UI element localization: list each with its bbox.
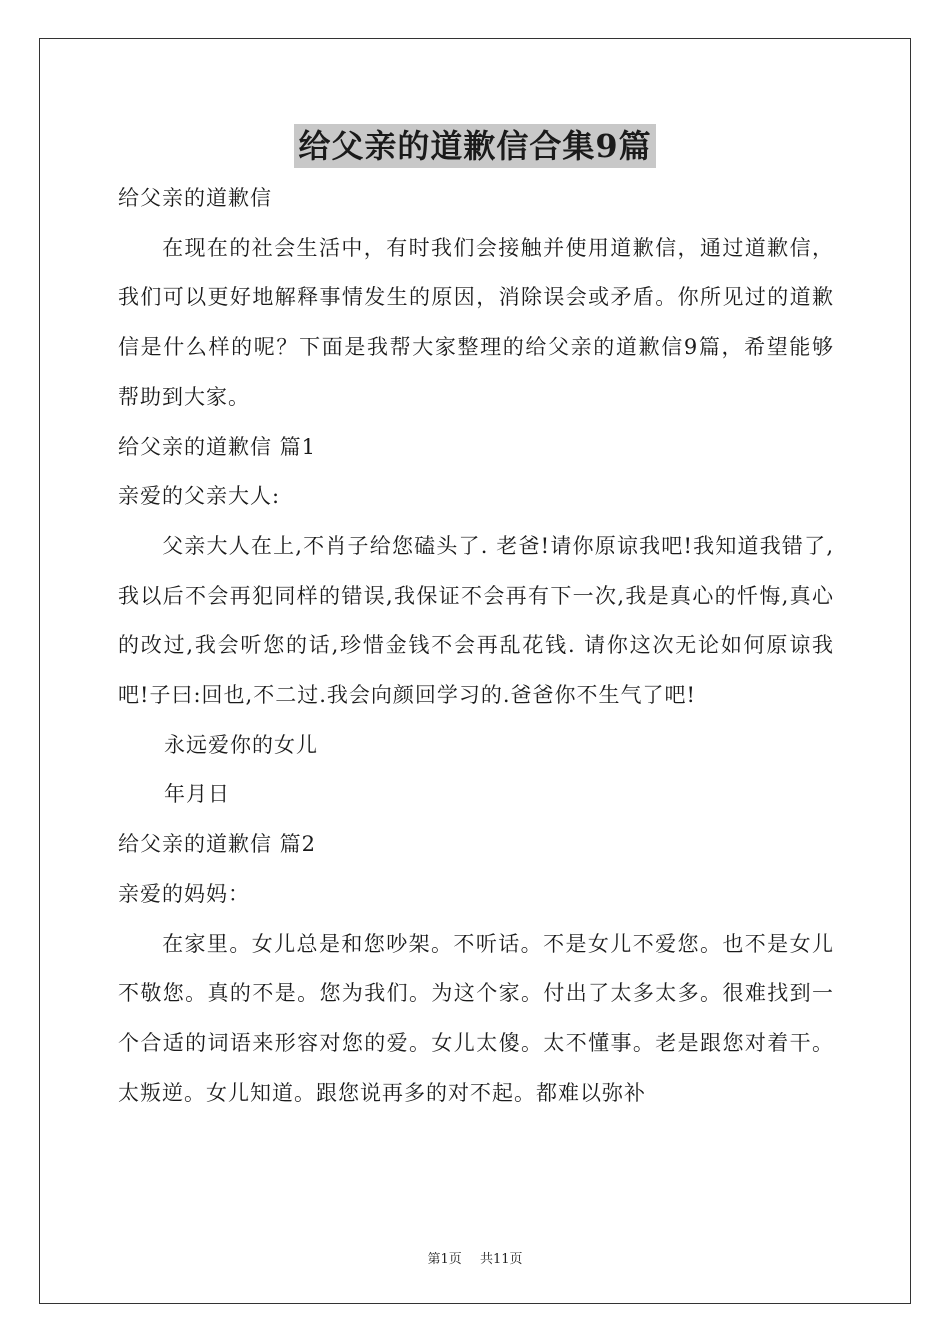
- document-title: 给父亲的道歉信合集9篇: [294, 124, 655, 168]
- page-total: 共11页: [479, 1252, 523, 1267]
- title-wrap: [0, 124, 950, 168]
- document-body: [118, 174, 834, 1118]
- page-number: 第1页: [427, 1252, 462, 1267]
- section-heading-1: 给父亲的道歉信 篇1: [118, 434, 317, 459]
- letter-body-2: 在家里。女儿总是和您吵架。不听话。不是女儿不爱您。也不是女儿不敬您。真的不是。您为我们。为这个家。付出了太多太多。很难找到一个合适的词语来形容对您的爱。女儿太傻。太不懂事。老是跟您对着干。太叛逆。女儿知道。跟您说再多的对不起。都难以弥补: [118, 931, 834, 1105]
- subtitle-line: 给父亲的道歉信: [118, 186, 272, 210]
- intro-paragraph: 在现在的社会生活中，有时我们会接触并使用道歉信，通过道歉信，我们可以更好地解释事情发生的原因，消除误会或矛盾。你所见过的道歉信是什么样的呢？下面是我帮大家整理的给父亲的道歉信9篇，希望能够帮助到大家。: [118, 235, 834, 409]
- salutation-1: 亲爱的父亲大人:: [118, 484, 281, 509]
- page-footer: [0, 1248, 950, 1267]
- letter-body-1: 父亲大人在上,不肖子给您磕头了. 老爸!请你原谅我吧!我知道我错了,我以后不会再犯同样的错误,我保证不会再有下一次,我是真心的忏悔,真心的改过,我会听您的话,珍惜金钱不会再乱花钱. 请你这次无论如何原谅我吧!子曰:回也,不二过.我会向颜回学习的.爸爸你不生气了吧!: [118, 533, 834, 708]
- section-heading-2: 给父亲的道歉信 篇2: [118, 832, 317, 857]
- date-line-1: 年月日: [164, 782, 230, 807]
- salutation-2: 亲爱的妈妈：: [118, 881, 250, 906]
- signature-1: 永远爱你的女儿: [164, 732, 318, 757]
